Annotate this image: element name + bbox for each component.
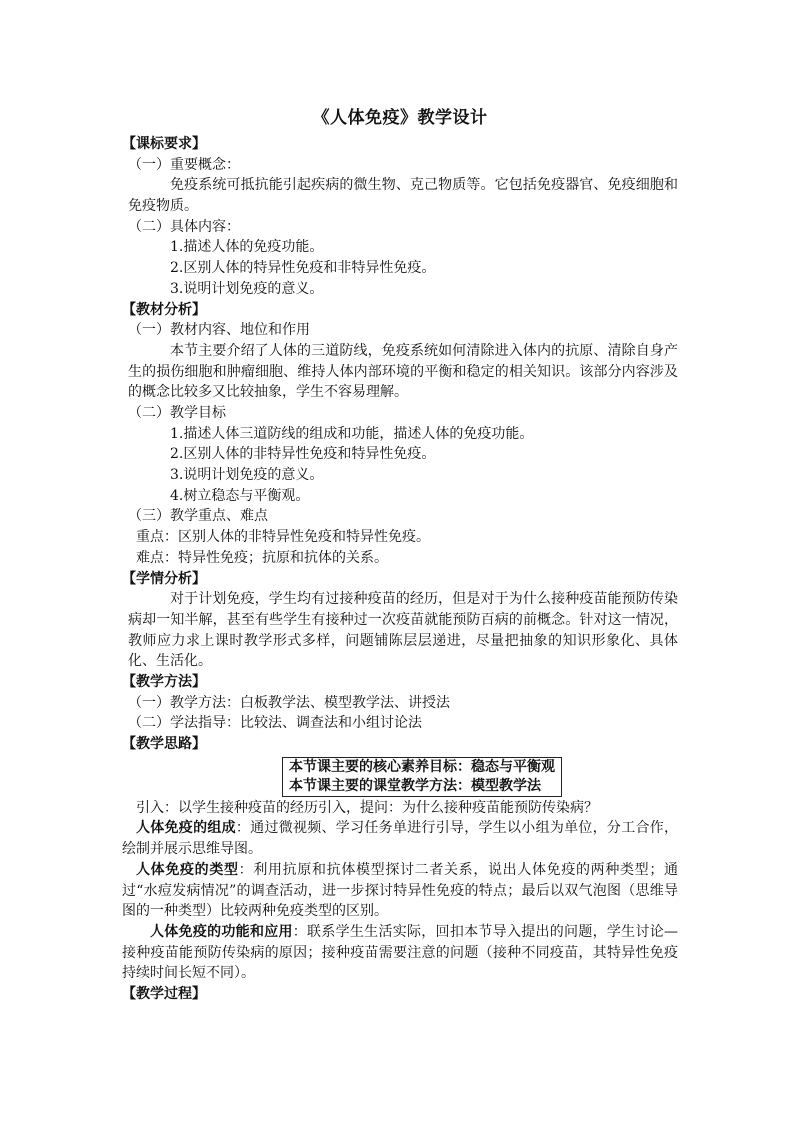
section-heading-teaching-ideas: 【教学思路】 <box>122 736 206 753</box>
subheading-teaching-goals: （二）教学目标 <box>128 405 226 422</box>
paragraph-composition <box>122 818 678 859</box>
goals-box-wrapper <box>122 757 678 797</box>
function-label: 人体免疫的功能和应用 <box>150 923 293 940</box>
section-heading-curriculum: 【课标要求】 <box>122 136 206 152</box>
goals-box <box>282 757 562 797</box>
list-item: 3.说明计划免疫的意义。 <box>170 280 324 297</box>
paragraph-learner-analysis: 对于计划免疫，学生均有过接种疫苗的经历，但是对于为什么接种疫苗能预防传染病却一知半解，甚至有些学生有接种过一次疫苗就能预防百病的前概念。针对这一情况，教师应力求上课时教学形式多样，问题铺陈层层递进，尽量把抽象的知识形象化、具体化、生活化。 <box>128 591 678 670</box>
types-label: 人体免疫的类型 <box>136 861 239 878</box>
classroom-method: 本节课主要的课堂教学方法：模型教学法 <box>289 777 541 794</box>
section-heading-textbook-analysis: 【教材分析】 <box>122 301 206 318</box>
list-item: 1.描述人体的免疫功能。 <box>170 239 324 256</box>
paragraph-textbook-content: 本节主要介绍了人体的三道防线，免疫系统如何清除进入体内的抗原、清除自身产生的损伤细胞和肿瘤细胞、维持人体内部环境的平衡和稳定的相关知识。该部分内容涉及的概念比较多又比较抽象，学生不容易理解。 <box>128 342 678 401</box>
section-heading-learner-analysis: 【学情分析】 <box>122 570 206 587</box>
paragraph-function <box>122 922 678 984</box>
list-item: 4.树立稳态与平衡观。 <box>170 487 310 504</box>
section-heading-methods: 【教学方法】 <box>122 674 206 691</box>
list-item: 3.说明计划免疫的意义。 <box>170 467 324 484</box>
composition-text: ：通过微视频、学习任务单进行引导，学生以小组为单位，分工合作，绘制并展示思维导图。 <box>122 820 679 858</box>
teaching-methods: （一）教学方法：白板教学法、模型教学法、讲授法 <box>128 694 450 711</box>
list-item: 1.描述人体三道防线的组成和功能，描述人体的免疫功能。 <box>170 425 534 442</box>
intro-line: 引入：以学生接种疫苗的经历引入，提问：为什么接种疫苗能预防传染病？ <box>136 799 598 816</box>
core-literacy-goal: 本节课主要的核心素养目标：稳态与平衡观 <box>289 758 555 775</box>
paragraph-types <box>122 860 678 922</box>
types-text: ：利用抗原和抗体模型探讨二者关系，说出人体免疫的两种类型；通过“水痘发病情况”的调查活动，进一步探讨特异性免疫的特点；最后以双气泡图（思维导图的一种类型）比较两种免疫类型的区别。 <box>122 861 679 920</box>
list-item: 2.区别人体的特异性免疫和非特异性免疫。 <box>170 260 436 277</box>
function-text: ：联系学生生活实际，回扣本节导入提出的问题，学生讨论—接种疫苗能预防传染病的原因；接种疫苗需要注意的问题（接种不同疫苗，其特异性免疫持续时间长短不同）。 <box>122 923 679 982</box>
document-title: 《人体免疫》教学设计 <box>312 108 488 128</box>
subheading-key-concepts: （一）重要概念： <box>128 156 240 173</box>
difficult-point: 难点：特异性免疫；抗原和抗体的关系。 <box>136 549 388 566</box>
document-page <box>122 104 678 1005</box>
key-point: 重点：区别人体的非特异性免疫和特异性免疫。 <box>136 529 430 546</box>
section-heading-process: 【教学过程】 <box>122 986 206 1003</box>
learning-guidance: （二）学法指导：比较法、调查法和小组讨论法 <box>128 715 422 732</box>
list-item: 2.区别人体的非特异性免疫和特异性免疫。 <box>170 446 436 463</box>
paragraph-immune-system: 免疫系统可抵抗能引起疾病的微生物、克己物质等。它包括免疫器官、免疫细胞和免疫物质。 <box>128 177 678 215</box>
composition-label: 人体免疫的组成 <box>136 820 236 837</box>
subheading-specific-content: （二）具体内容： <box>128 218 240 235</box>
subheading-content-position: （一）教材内容、地位和作用 <box>128 322 310 339</box>
subheading-key-difficult: （三）教学重点、难点 <box>128 508 268 525</box>
